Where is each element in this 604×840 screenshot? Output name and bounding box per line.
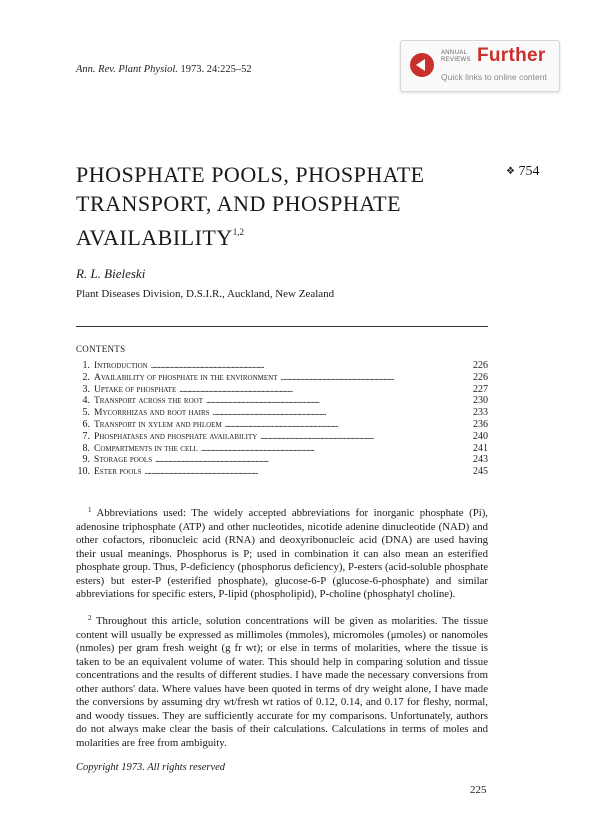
- further-wordmark: Further: [477, 45, 546, 66]
- article-code: [506, 164, 539, 180]
- toc-item-title: Mycorrhizas and root hairs: [94, 408, 210, 419]
- toc-item[interactable]: [76, 395, 488, 407]
- toc-item[interactable]: [76, 372, 488, 384]
- journal-citation: [76, 64, 252, 75]
- toc-leader-dots: [144, 466, 465, 476]
- toc-item-number: 6.: [82, 418, 90, 430]
- toc-item-page: 226: [473, 371, 488, 383]
- back-arrow-icon: [410, 53, 434, 77]
- toc-item-number: 4.: [82, 395, 90, 407]
- toc-item-title: Compartments in the cell: [94, 443, 198, 454]
- page-number: 225: [470, 784, 487, 796]
- toc-item[interactable]: [76, 431, 488, 443]
- toc-leader-dots: [179, 384, 465, 394]
- toc-item-page: 226: [473, 360, 488, 371]
- toc-item-number: 10.: [77, 466, 90, 478]
- toc-item-number: 9.: [82, 454, 90, 466]
- toc-item[interactable]: [76, 454, 488, 466]
- diamond-ornament-icon: ❖: [506, 166, 515, 177]
- toc-item-number: 2.: [82, 371, 90, 383]
- toc-item[interactable]: [76, 419, 488, 431]
- further-tagline: Quick links to online content: [441, 72, 547, 82]
- toc-item-title: Introduction: [94, 361, 148, 371]
- author-name: R. L. Bieleski: [76, 266, 146, 281]
- toc-leader-dots: [225, 419, 465, 429]
- toc-item-number: 5.: [82, 407, 90, 419]
- toc-item-page: 240: [473, 430, 488, 442]
- toc-item-page: 241: [473, 442, 488, 454]
- toc-leader-dots: [281, 372, 466, 382]
- toc-leader-dots: [201, 443, 465, 453]
- toc-leader-dots: [206, 395, 465, 405]
- further-links-badge[interactable]: [400, 40, 560, 92]
- toc-item-title: Phosphatases and phosphate availability: [94, 431, 258, 442]
- toc-item-title: Transport across the root: [94, 396, 203, 407]
- journal-name: Ann. Rev. Plant Physiol.: [76, 64, 178, 75]
- toc-item-number: 1.: [82, 360, 90, 371]
- author-affiliation: Plant Diseases Division, D.S.I.R., Auckland, New Zealand: [76, 288, 335, 300]
- toc-leader-dots: [155, 454, 465, 464]
- contents-heading: CONTENTS: [76, 344, 126, 354]
- divider-line: [76, 326, 488, 327]
- copyright-notice: Copyright 1973. All rights reserved: [76, 762, 226, 773]
- footnote-2: $^2$ Throughout this article, solution concentrations will be given as molarities. The tissue content will usually be expressed as millimoles (mmoles), micromoles (μmoles) or nanomoles (nmoles) per gram fresh weight (g fr wt); or else in terms of molarities, where the tissue is taken to be an equivalent volume of water. This should help in comparing solution and tissue concentrations and the results of different studies. I have made the necessary conversions from other authors' data. Where values have been quoted in terms of dry weight alone, I have made the conversions by assuming dry wt/fresh wt ratios of 0.12, 0.14, and 0.17 for fleshy, normal, and woody tissues. They are sufficiently accurate for my comparisons. Unfortunately, authors do not always make clear the basis of their calculations. Calculations in terms of moles and molarities are free from ambiguity.: [76, 614, 488, 749]
- article-number: 754: [518, 164, 540, 179]
- toc-item[interactable]: [76, 384, 488, 396]
- toc-item[interactable]: [76, 360, 488, 372]
- toc-item-page: 233: [473, 407, 488, 419]
- toc-item[interactable]: [76, 466, 488, 478]
- toc-item-title: Ester pools: [94, 467, 142, 478]
- annual-reviews-logo: ANNUAL REVIEWS: [441, 50, 471, 63]
- toc-item[interactable]: [76, 443, 488, 455]
- toc-item[interactable]: [76, 407, 488, 419]
- toc-item-title: Transport in xylem and phloem: [94, 419, 222, 430]
- toc-item-title: Storage pools: [94, 455, 153, 466]
- toc-leader-dots: [260, 431, 465, 441]
- toc-item-number: 3.: [82, 383, 90, 395]
- volume-pages: 1973. 24:225–52: [180, 64, 252, 75]
- toc-leader-dots: [151, 360, 465, 370]
- toc-leader-dots: [213, 407, 465, 417]
- toc-item-page: 230: [473, 395, 488, 407]
- toc-item-page: 245: [473, 466, 488, 478]
- toc-item-title: Availability of phosphate in the environment: [94, 372, 278, 383]
- toc-item-page: 227: [473, 383, 488, 395]
- toc-item-number: 8.: [82, 442, 90, 454]
- table-of-contents: [76, 360, 488, 478]
- toc-item-page: 243: [473, 454, 488, 466]
- footnote-1: $^1$ Abbreviations used: The widely accepted abbreviations for inorganic phosphate (Pi), adenosine triphosphate (ATP) and other nucleotides, nicotide adenine dinucleotide (NAD) and other cofactors, ribonucleic acid (RNA) and deoxyribonucleic acid (DNA) are used having their usual meanings. Phosphorus is P; used in combination it can also mean an esterified phosphate group. Thus, P-deficiency (phosphorus deficiency), P-esters (acid-soluble phosphate esters) but ester-P (esterified phosphate), glucose-6-P (glucose-6-phosphate) and similar abbreviations for specific esters, P-lipid (phospholipid), P-choline (phosphatyl choline).: [76, 506, 488, 600]
- toc-item-number: 7.: [82, 430, 90, 442]
- toc-item-page: 236: [473, 418, 488, 430]
- toc-item-title: Uptake of phosphate: [94, 384, 177, 395]
- title-footnote-marks: 1,2: [232, 227, 244, 237]
- article-title: PHOSPHATE POOLS, PHOSPHATE TRANSPORT, AND PHOSPHATE AVAILABILITY$^{1,2}$: [76, 162, 425, 250]
